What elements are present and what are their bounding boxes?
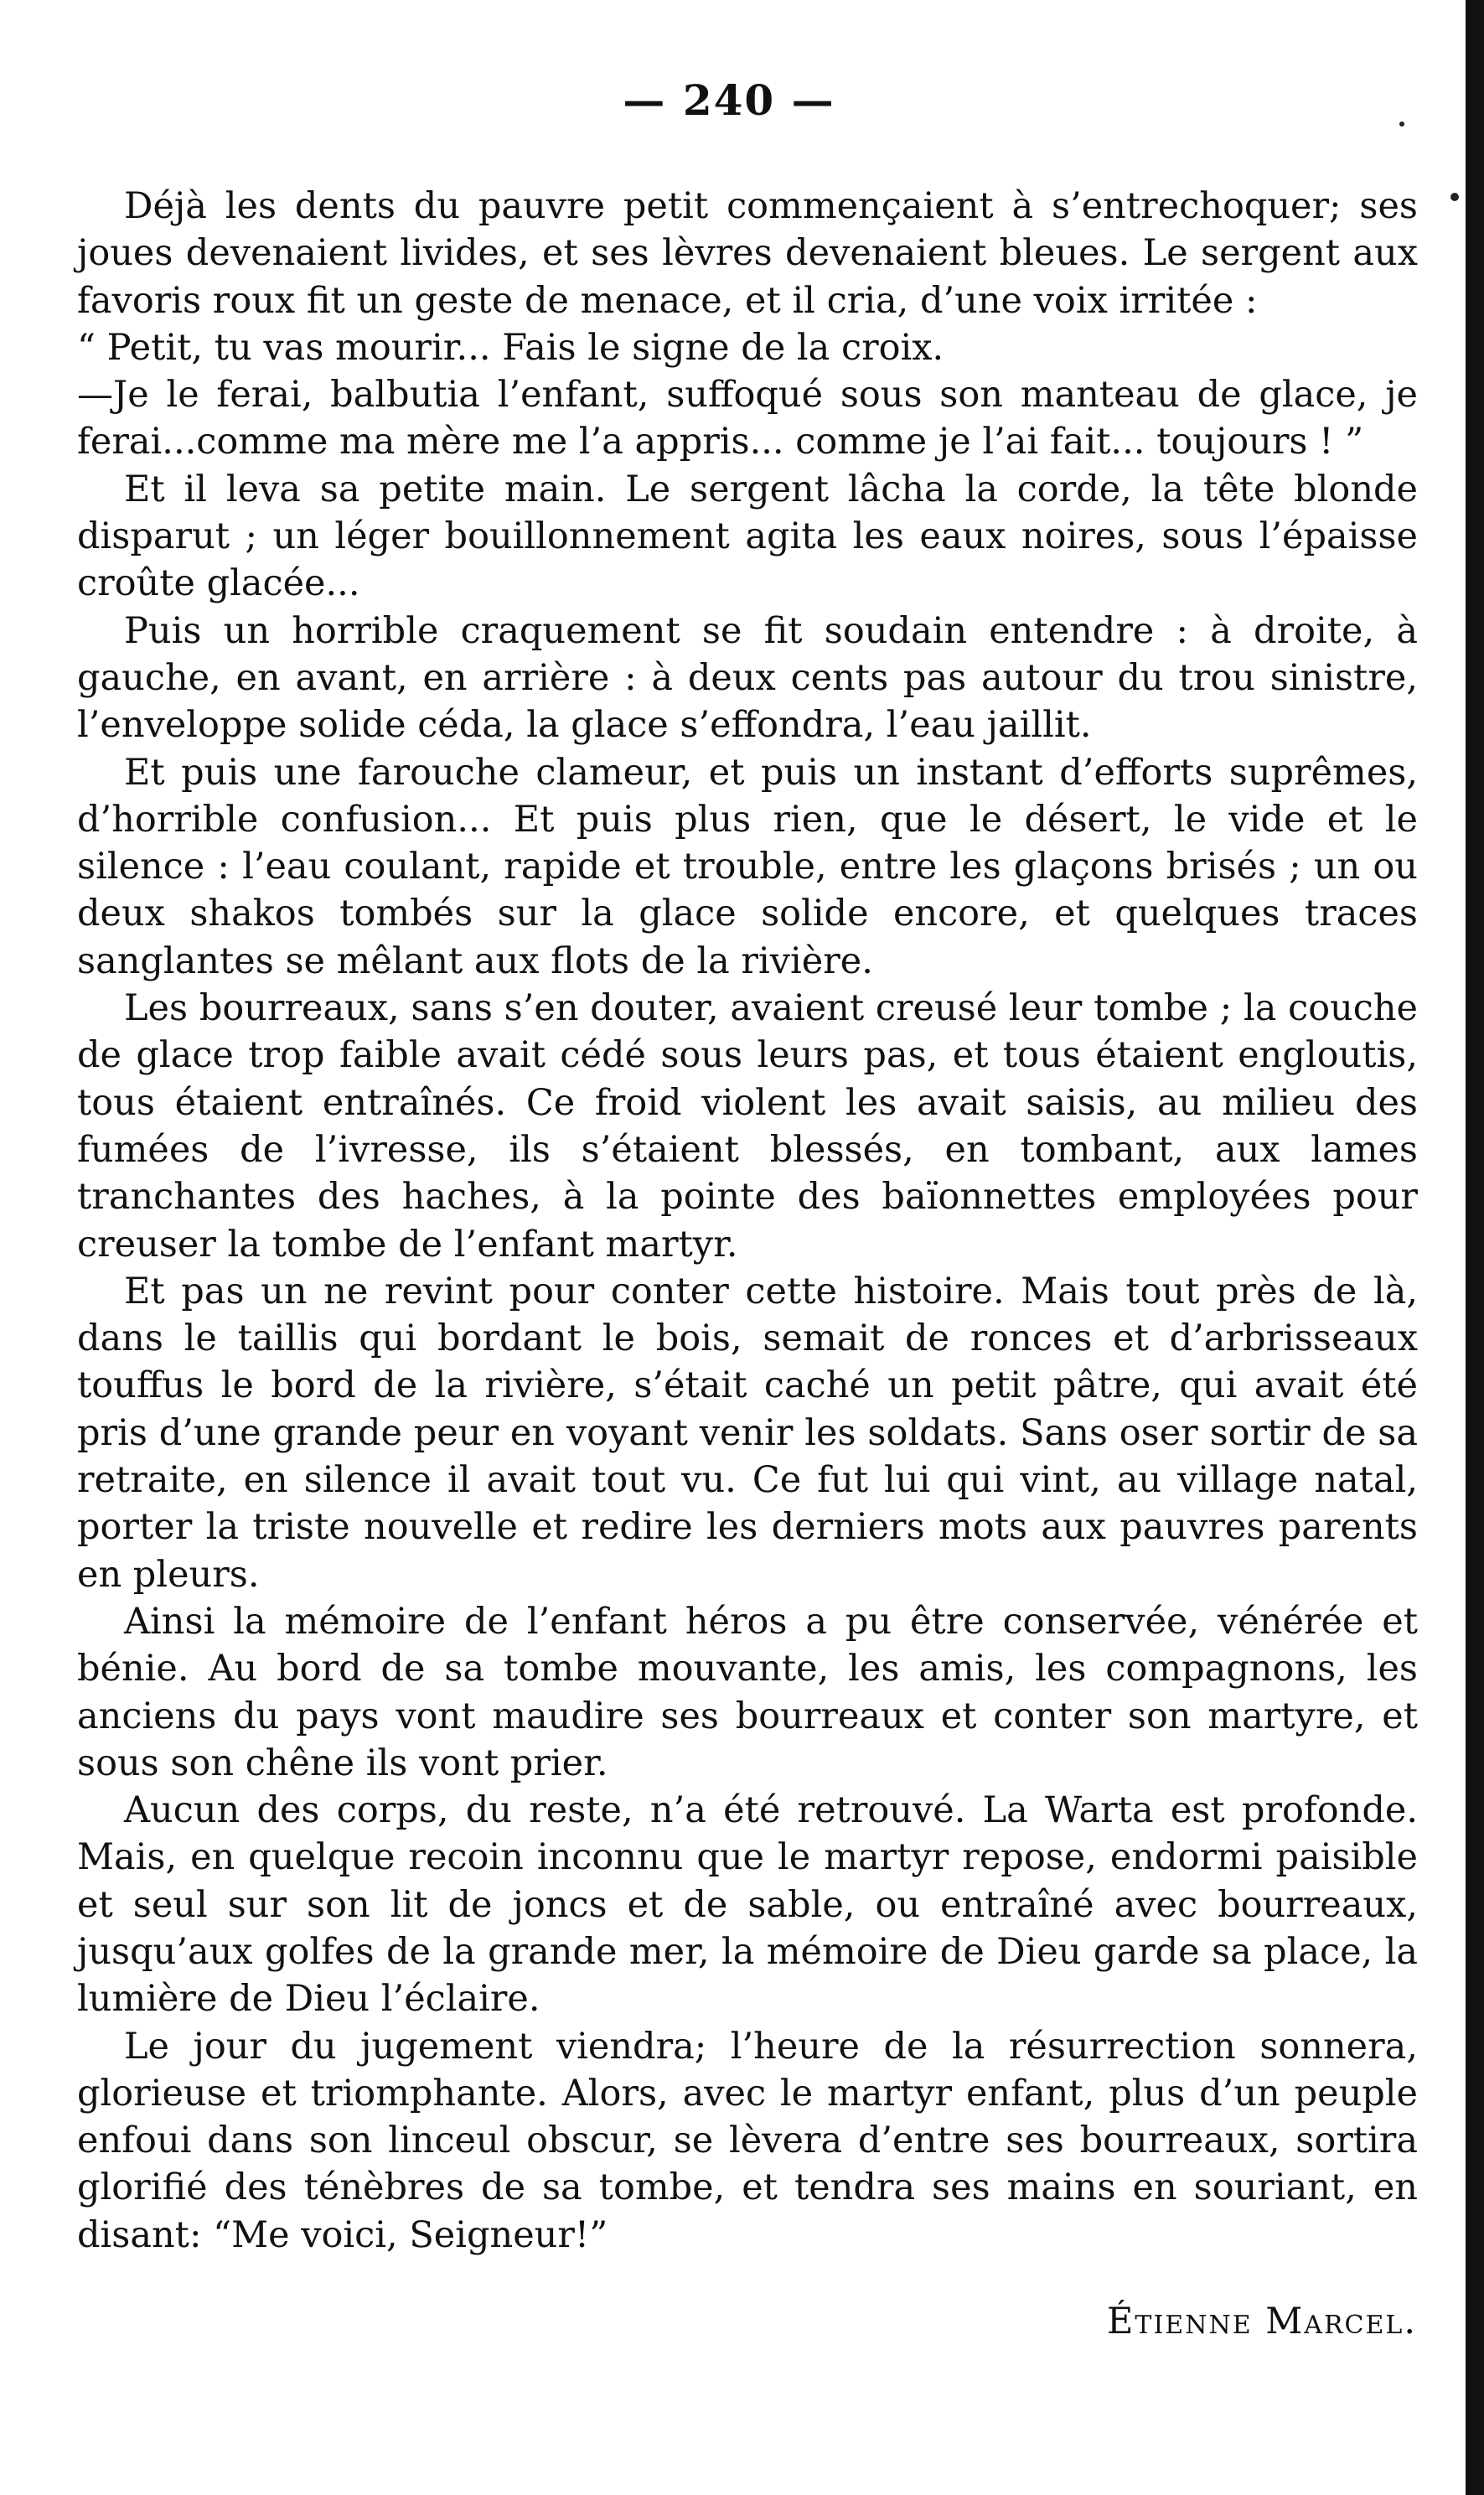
author-signature: Étienne Marcel. [1107,2301,1417,2342]
paragraph-11: Le jour du jugement viendra; l’heure de la résurrection sonnera, glorieuse et triomphante. Alors, avec le martyr enfant, plus d’un peuple enfoui dans son linceul obscur, se lèvera d’entre ses bourreaux, sortira glorifié des ténèbres de sa tombe, et tendra ses mains en souriant, en disant: “Me voici, Seigneur!” [77,2025,1418,2256]
paragraph-10: Aucun des corps, du reste, n’a été retrouvé. La Warta est profonde. Mais, en quelque recoin inconnu que le martyr repose, endormi paisible et seul sur son lit de joncs et de sable, ou entraîné avec bourreaux, jusqu’aux golfes de la grande mer, la mémoire de Dieu garde sa place, la lumière de Dieu l’éclaire. [77,1789,1418,2021]
body-text [77,183,1418,2259]
scan-edge-shadow [1466,0,1484,2495]
paragraph-1: Déjà les dents du pauvre petit commençaient à s’entrechoquer; ses joues devenaient livides, et ses lèvres devenaient bleues. Le sergent aux favoris roux fit un geste de menace, et il cria, d’une voix irritée : [77,185,1418,322]
scan-speck [1450,193,1459,201]
paragraph-5: Puis un horrible craquement se fit soudain entendre : à droite, à gauche, en avant, en arrière : à deux cents pas autour du trou sinistre, l’enveloppe solide céda, la glace s’effondra, l’eau jaillit. [77,609,1418,747]
page-number: — 240 — [623,75,835,125]
paragraph-2: “ Petit, tu vas mourir... Fais le signe de la croix. [77,326,944,369]
paragraph-4: Et il leva sa petite main. Le sergent lâcha la corde, la tête blonde disparut ; un léger bouillonnement agita les eaux noires, sous l’épaisse croûte glacée... [77,468,1418,605]
paragraph-3: —Je le ferai, balbutia l’enfant, suffoqué sous son manteau de glace, je ferai...comme ma mère me l’a appris... comme je l’ai fait... toujours ! ” [77,374,1418,463]
paragraph-7: Les bourreaux, sans s’en douter, avaient creusé leur tombe ; la couche de glace trop faible avait cédé sous leurs pas, et tous étaient engloutis, tous étaient entraînés. Ce froid violent les avait saisis, au milieu des fumées de l’ivresse, ils s’étaient blessés, en tombant, aux lames tranchantes des haches, à la pointe des baïonnettes employées pour creuser la tombe de l’enfant martyr. [77,987,1418,1266]
paragraph-9: Ainsi la mémoire de l’enfant héros a pu être conservée, vénérée et bénie. Au bord de sa tombe mouvante, les amis, les compagnons, les anciens du pays vont maudire ses bourreaux et conter son martyre, et sous son chêne ils vont prier. [77,1600,1418,1784]
paragraph-6: Et puis une farouche clameur, et puis un instant d’efforts suprêmes, d’horrible confusion... Et puis plus rien, que le désert, le vide et le silence : l’eau coulant, rapide et trouble, entre les glaçons brisés ; un ou deux shakos tombés sur la glace solide encore, et quelques traces sanglantes se mêlant aux flots de la rivière. [77,751,1418,982]
paragraph-8: Et pas un ne revint pour conter cette histoire. Mais tout près de là, dans le taillis qui bordant le bois, semait de ronces et d’arbrisseaux touffus le bord de la rivière, s’était caché un petit pâtre, qui avait été pris d’une grande peur en voyant venir les soldats. Sans oser sortir de sa retraite, en silence il avait tout vu. Ce fut lui qui vint, au village natal, porter la triste nouvelle et redire les derniers mots aux pauvres parents en pleurs. [77,1270,1418,1596]
scan-speck [1399,122,1404,127]
